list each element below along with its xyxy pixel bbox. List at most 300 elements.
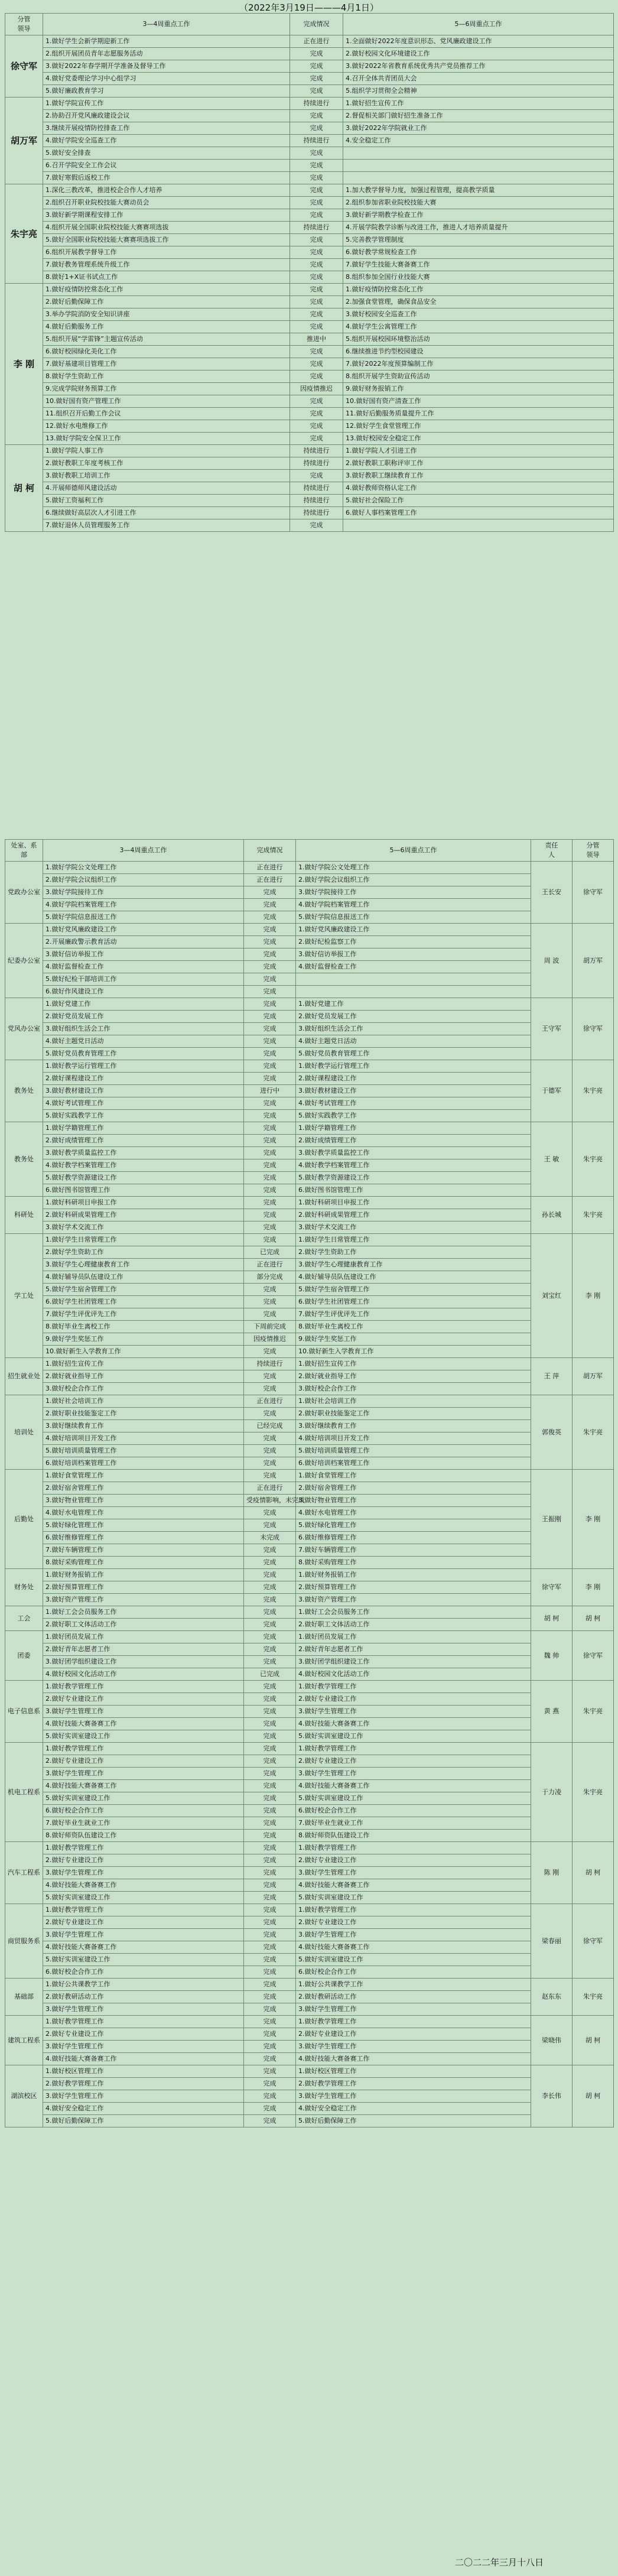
leader-work-row: [5, 495, 614, 507]
dept-work-56-item: 7.做好学生评优评先工作: [296, 1308, 531, 1321]
dept-work-56-item: 4.做好技能大赛备赛工作: [296, 1941, 531, 1954]
dept-work-34-item: 6.做好培训档案管理工作: [43, 1457, 244, 1470]
leader-work-row: [5, 60, 614, 73]
dept-work-34-item: 2.做好学生资助工作: [43, 1246, 244, 1259]
dept-work-56-item: 1.做好社会培训工作: [296, 1395, 531, 1408]
dept-work-row: [5, 1768, 614, 1780]
dept-work-34-item: 4.做好教学档案管理工作: [43, 1159, 244, 1172]
dept-work-34-item: 1.做好财务报销工作: [43, 1569, 244, 1581]
dept-work-56-item: [296, 973, 531, 986]
dept-work-34-item: 5.做好学院信息报送工作: [43, 911, 244, 924]
dept-work-34-item: 4.做好技能大赛备赛工作: [43, 1879, 244, 1892]
work-34-item: 13.做好学院安全保卫工作: [43, 433, 290, 445]
dept-work-34-item: 5.做好绿化管理工作: [43, 1519, 244, 1532]
dept-work-34-item: 3.做好物业管理工作: [43, 1495, 244, 1507]
dept-work-row: [5, 1147, 614, 1159]
dept-supervising-leader: 徐守军: [573, 998, 614, 1060]
dept-work-row: [5, 1991, 614, 2003]
dept-completion-status: 完成: [244, 1619, 296, 1631]
dept-work-row: [5, 2065, 614, 2078]
dept-work-56-item: 5.做好绿化管理工作: [296, 1519, 531, 1532]
responsible-person: 于力凌: [531, 1743, 573, 1842]
dept-completion-status: 完成: [244, 1159, 296, 1172]
work-56-item: 1.做好学院人才引进工作: [343, 445, 614, 457]
dept-work-34-item: 4.做好辅导员队伍建设工作: [43, 1271, 244, 1284]
dept-work-row: [5, 1594, 614, 1606]
work-34-item: 7.做好寒假后返校工作: [43, 172, 290, 184]
work-34-item: 9.完成学院财务预算工作: [43, 383, 290, 395]
completion-status: 持续进行: [290, 457, 343, 470]
responsible-person: 王守军: [531, 998, 573, 1060]
dept-completion-status: 完成: [244, 1817, 296, 1830]
dept-work-56-item: 2.做好党员发展工作: [296, 1011, 531, 1023]
work-34-item: 3.做好新学期课程安排工作: [43, 209, 290, 222]
dept-completion-status: 受疫情影响，未完成: [244, 1495, 296, 1507]
dept-supervising-leader: 李 刚: [573, 1569, 614, 1606]
dept-work-34-item: 1.做好教学管理工作: [43, 1743, 244, 1755]
dept-work-row: [5, 1308, 614, 1321]
work-34-item: 8.做好1+X证书试点工作: [43, 271, 290, 284]
work-56-item: [343, 160, 614, 172]
completion-status: 完成: [290, 160, 343, 172]
dept-work-row: [5, 1730, 614, 1743]
dept-work-34-item: 2.做好教学管理工作: [43, 2078, 244, 2090]
dept-work-56-item: 3.做好教材建设工作: [296, 1085, 531, 1097]
dept-work-row: [5, 1408, 614, 1420]
work-34-item: 3.继续开展疫情防控排查工作: [43, 122, 290, 135]
dept-work-34-item: 5.做好实训室建设工作: [43, 1792, 244, 1805]
dept-work-56-item: 2.做好课程建设工作: [296, 1073, 531, 1085]
dept-completion-status: 完成: [244, 1470, 296, 1482]
dept-work-row: [5, 1532, 614, 1544]
dept-completion-status: 完成: [244, 1457, 296, 1470]
work-56-item: 12.做好学生食堂管理工作: [343, 420, 614, 433]
dept-work-34-item: 2.做好党员发展工作: [43, 1011, 244, 1023]
departments-table: [5, 839, 614, 2127]
dept-work-56-item: 2.做好教学管理工作: [296, 2078, 531, 2090]
footer-date: 二〇二二年三月十八日: [455, 2557, 544, 2568]
leader-name: 李 刚: [5, 284, 43, 445]
dept-work-34-item: 2.做好预算管理工作: [43, 1581, 244, 1594]
dept-work-56-item: 5.做好后勤保障工作: [296, 2115, 531, 2127]
dept-work-34-item: 4.做好校园文化活动工作: [43, 1668, 244, 1681]
header-status: 完成情况: [290, 14, 343, 35]
dept-work-34-item: 4.做好安全稳定工作: [43, 2103, 244, 2115]
dept-completion-status: 完成: [244, 1222, 296, 1234]
dept-completion-status: 完成: [244, 1172, 296, 1184]
dept-completion-status: 完成: [244, 1284, 296, 1296]
dept-work-56-item: 5.做好实训室建设工作: [296, 1792, 531, 1805]
dept-completion-status: 完成: [244, 1011, 296, 1023]
dept-work-34-item: 7.做好毕业生就业工作: [43, 1817, 244, 1830]
header-dept-work-34: 3—4周重点工作: [43, 840, 244, 862]
dept-work-56-item: 3.做好学生管理工作: [296, 1867, 531, 1879]
dept-work-56-item: 8.做好师资队伍建设工作: [296, 1830, 531, 1842]
dept-completion-status: 完成: [244, 1370, 296, 1383]
header-work-34: 3—4周重点工作: [43, 14, 290, 35]
dept-work-56-item: 3.做好团学组织建设工作: [296, 1656, 531, 1668]
completion-status: 完成: [290, 147, 343, 160]
dept-work-row: [5, 1668, 614, 1681]
dept-work-56-item: 5.做好实践教学工作: [296, 1110, 531, 1122]
dept-work-row: [5, 936, 614, 948]
dept-work-row: [5, 1358, 614, 1370]
completion-status: 持续进行: [290, 445, 343, 457]
dept-work-56-item: 6.做好校企合作工作: [296, 1966, 531, 1979]
dept-work-56-item: 3.做好教学质量监控工作: [296, 1147, 531, 1159]
dept-work-row: [5, 1743, 614, 1755]
dept-work-34-item: 3.做好资产管理工作: [43, 1594, 244, 1606]
dept-work-row: [5, 1159, 614, 1172]
completion-status: 因疫情推迟: [290, 383, 343, 395]
work-56-item: [343, 147, 614, 160]
dept-work-56-item: 1.做好团员发展工作: [296, 1631, 531, 1643]
leader-work-row: [5, 308, 614, 321]
leader-work-row: [5, 371, 614, 383]
dept-work-34-item: 2.做好青年志愿者工作: [43, 1643, 244, 1656]
work-56-item: 2.做好教职工职称评审工作: [343, 457, 614, 470]
dept-work-34-item: 3.做好团学组织建设工作: [43, 1656, 244, 1668]
completion-status: 完成: [290, 172, 343, 184]
dept-work-34-item: 3.做好学生管理工作: [43, 2041, 244, 2053]
dept-work-34-item: 3.做好学术交流工作: [43, 1222, 244, 1234]
dept-completion-status: 完成: [244, 948, 296, 961]
dept-work-row: [5, 1557, 614, 1569]
leader-name: 朱宇亮: [5, 184, 43, 284]
leader-work-row: [5, 420, 614, 433]
dept-work-56-item: 2.做好职工文体活动工作: [296, 1619, 531, 1631]
leader-work-row: [5, 271, 614, 284]
dept-work-34-item: 5.做好党员教育管理工作: [43, 1048, 244, 1060]
dept-work-34-item: 5.做好实践教学工作: [43, 1110, 244, 1122]
dept-work-row: [5, 886, 614, 899]
dept-work-56-item: 5.做好学生宿舍管理工作: [296, 1284, 531, 1296]
dept-work-34-item: 5.做好纪检干部培训工作: [43, 973, 244, 986]
dept-completion-status: 完成: [244, 1606, 296, 1619]
dept-completion-status: 完成: [244, 1979, 296, 1991]
work-34-item: 1.做好疫情防控常态化工作: [43, 284, 290, 296]
dept-work-34-item: 5.做好学生宿舍管理工作: [43, 1284, 244, 1296]
dept-work-56-item: 2.做好专业建设工作: [296, 1755, 531, 1768]
dept-completion-status: 持续进行: [244, 1358, 296, 1370]
dept-work-34-item: 8.做好毕业生离校工作: [43, 1321, 244, 1333]
work-34-item: 6.召开学院安全工作会议: [43, 160, 290, 172]
dept-completion-status: 完成: [244, 1842, 296, 1854]
dept-work-56-item: 1.做好校区管理工作: [296, 2065, 531, 2078]
dept-name: 招生就业处: [5, 1358, 43, 1395]
dept-work-56-item: 2.做好学生资助工作: [296, 1246, 531, 1259]
dept-work-row: [5, 1432, 614, 1445]
dept-completion-status: 未完成: [244, 1532, 296, 1544]
work-34-item: 1.做好学院宣传工作: [43, 98, 290, 110]
dept-supervising-leader: 李 刚: [573, 1470, 614, 1569]
dept-work-34-item: 1.做好教学运行管理工作: [43, 1060, 244, 1073]
dept-work-56-item: 8.做好毕业生离校工作: [296, 1321, 531, 1333]
dept-work-56-item: 4.做好考试管理工作: [296, 1097, 531, 1110]
dept-completion-status: 完成: [244, 1557, 296, 1569]
leaders-header-row: [5, 14, 614, 35]
work-56-item: 1.做好疫情防控常态化工作: [343, 284, 614, 296]
completion-status: 完成: [290, 358, 343, 371]
header-dept: 处室、系 部: [5, 840, 43, 862]
dept-work-row: [5, 1023, 614, 1035]
leader-work-row: [5, 358, 614, 371]
dept-name: 党政办公室: [5, 862, 43, 924]
dept-completion-status: 完成: [244, 1681, 296, 1693]
dept-completion-status: 完成: [244, 1805, 296, 1817]
dept-work-34-item: 3.做好组织生活会工作: [43, 1023, 244, 1035]
dept-completion-status: 完成: [244, 1296, 296, 1308]
dept-work-34-item: 5.做好实训室建设工作: [43, 1892, 244, 1904]
work-34-item: 2.做好后勤保障工作: [43, 296, 290, 308]
completion-status: 完成: [290, 234, 343, 246]
dept-work-56-item: 2.做好专业建设工作: [296, 1693, 531, 1706]
dept-work-34-item: 2.做好专业建设工作: [43, 1854, 244, 1867]
work-56-item: 3.做好2022年学院就业工作: [343, 122, 614, 135]
dept-work-row: [5, 1706, 614, 1718]
dept-completion-status: 完成: [244, 1408, 296, 1420]
dept-work-56-item: 4.做好教学档案管理工作: [296, 1159, 531, 1172]
dept-supervising-leader: 胡万军: [573, 1358, 614, 1395]
dept-work-56-item: 8.做好采购管理工作: [296, 1557, 531, 1569]
dept-work-row: [5, 1346, 614, 1358]
dept-completion-status: 完成: [244, 1743, 296, 1755]
dept-completion-status: 完成: [244, 1656, 296, 1668]
dept-work-34-item: 4.做好技能大赛备赛工作: [43, 1780, 244, 1792]
dept-name: 建筑工程系: [5, 2016, 43, 2065]
responsible-person: 孙长城: [531, 1197, 573, 1234]
dept-completion-status: 完成: [244, 1879, 296, 1892]
dept-work-row: [5, 1097, 614, 1110]
responsible-person: 李长伟: [531, 2065, 573, 2127]
dept-work-34-item: 5.做好实训室建设工作: [43, 1730, 244, 1743]
work-56-item: 4.安全稳定工作: [343, 135, 614, 147]
dept-work-34-item: 3.做好学生管理工作: [43, 1706, 244, 1718]
work-56-item: 9.做好财务报销工作: [343, 383, 614, 395]
dept-work-row: [5, 1817, 614, 1830]
dept-work-34-item: 2.做好学院会议组织工作: [43, 874, 244, 886]
dept-work-34-item: 2.做好专业建设工作: [43, 2028, 244, 2041]
dept-work-34-item: 1.做好教学管理工作: [43, 1681, 244, 1693]
dept-supervising-leader: 朱宇亮: [573, 1060, 614, 1122]
dept-work-row: [5, 1135, 614, 1147]
work-34-item: 3.做好2022年春学期开学准备及督导工作: [43, 60, 290, 73]
dept-completion-status: 完成: [244, 924, 296, 936]
dept-completion-status: 已完成: [244, 1668, 296, 1681]
completion-status: 完成: [290, 85, 343, 98]
dept-work-row: [5, 1222, 614, 1234]
dept-work-56-item: 1.做好学生日常管理工作: [296, 1234, 531, 1246]
dept-work-row: [5, 2053, 614, 2065]
dept-supervising-leader: 徐守军: [573, 862, 614, 924]
dept-work-34-item: 2.做好宿舍管理工作: [43, 1482, 244, 1495]
completion-status: 完成: [290, 209, 343, 222]
dept-completion-status: 完成: [244, 1966, 296, 1979]
dept-work-row: [5, 1581, 614, 1594]
dept-work-34-item: 7.做好车辆管理工作: [43, 1544, 244, 1557]
completion-status: 完成: [290, 271, 343, 284]
dept-work-34-item: 8.做好师资队伍建设工作: [43, 1830, 244, 1842]
responsible-person: 王振刚: [531, 1470, 573, 1569]
dept-work-34-item: 2.做好就业指导工作: [43, 1370, 244, 1383]
leader-work-row: [5, 321, 614, 333]
dept-work-56-item: 6.做好维修管理工作: [296, 1532, 531, 1544]
dept-work-row: [5, 1643, 614, 1656]
leader-work-row: [5, 519, 614, 532]
work-34-item: 4.开展师德师风建设活动: [43, 482, 290, 495]
dept-work-row: [5, 1271, 614, 1284]
header-dept-status: 完成情况: [244, 840, 296, 862]
dept-supervising-leader: 胡 柯: [573, 2016, 614, 2065]
dept-work-row: [5, 1246, 614, 1259]
work-34-item: 4.做好学院安全巡查工作: [43, 135, 290, 147]
work-56-item: 4.做好学生公寓管理工作: [343, 321, 614, 333]
dept-completion-status: 完成: [244, 1929, 296, 1941]
work-34-item: 2.做好教职工年度考核工作: [43, 457, 290, 470]
work-34-item: 6.组织开展教学督导工作: [43, 246, 290, 259]
dept-work-56-item: 1.做好学院公文处理工作: [296, 862, 531, 874]
dept-work-56-item: 3.做好学生管理工作: [296, 1929, 531, 1941]
dept-supervising-leader: 朱宇亮: [573, 1395, 614, 1470]
dept-completion-status: 部分完成: [244, 1271, 296, 1284]
dept-completion-status: 完成: [244, 2115, 296, 2127]
work-56-item: 2.组织参加省职业院校技能大赛: [343, 197, 614, 209]
completion-status: 完成: [290, 371, 343, 383]
work-34-item: 5.做好工资福利工作: [43, 495, 290, 507]
dept-supervising-leader: 胡 柯: [573, 2065, 614, 2127]
dept-supervising-leader: 胡 柯: [573, 1842, 614, 1904]
dept-work-34-item: 6.做好学生社团管理工作: [43, 1296, 244, 1308]
dept-work-56-item: 3.做好组织生活会工作: [296, 1023, 531, 1035]
work-34-item: 7.做好教务管理系统升级工作: [43, 259, 290, 271]
dept-completion-status: 完成: [244, 911, 296, 924]
dept-work-34-item: 6.做好校企合作工作: [43, 1805, 244, 1817]
dept-work-row: [5, 1879, 614, 1892]
leader-work-row: [5, 234, 614, 246]
dept-work-56-item: 1.做好学籍管理工作: [296, 1122, 531, 1135]
work-34-item: 2.协助召开党风廉政建设会议: [43, 110, 290, 122]
dept-name: 湖滨校区: [5, 2065, 43, 2127]
responsible-person: 周 波: [531, 924, 573, 998]
dept-completion-status: 完成: [244, 1631, 296, 1643]
dept-work-row: [5, 1941, 614, 1954]
dept-completion-status: 完成: [244, 973, 296, 986]
dept-completion-status: 完成: [244, 998, 296, 1011]
dept-work-56-item: 2.做好科研成果管理工作: [296, 1209, 531, 1222]
work-56-item: 6.做好教学常规检查工作: [343, 246, 614, 259]
work-34-item: 5.做好全国职业院校技能大赛赛项选拔工作: [43, 234, 290, 246]
dept-work-row: [5, 1792, 614, 1805]
leader-work-row: [5, 85, 614, 98]
dept-work-56-item: 1.做好食堂管理工作: [296, 1470, 531, 1482]
dept-work-56-item: 4.做好辅导员队伍建设工作: [296, 1271, 531, 1284]
dept-work-row: [5, 1606, 614, 1619]
dept-work-34-item: 1.做好校区管理工作: [43, 2065, 244, 2078]
responsible-person: 刘宝红: [531, 1234, 573, 1358]
dept-work-56-item: 4.做好技能大赛备赛工作: [296, 2053, 531, 2065]
dept-work-34-item: 5.做好教学资源建设工作: [43, 1172, 244, 1184]
dept-completion-status: 完成: [244, 2065, 296, 2078]
dept-completion-status: 完成: [244, 2016, 296, 2028]
leader-work-row: [5, 470, 614, 482]
dept-work-56-item: 6.做好图书馆管理工作: [296, 1184, 531, 1197]
dept-name: 基础部: [5, 1979, 43, 2016]
dept-work-34-item: 1.做好食堂管理工作: [43, 1470, 244, 1482]
dept-work-34-item: 1.做好科研项目申报工作: [43, 1197, 244, 1209]
dept-work-56-item: 2.做好专业建设工作: [296, 2028, 531, 2041]
work-56-item: 7.做好2022年度预算编制工作: [343, 358, 614, 371]
work-34-item: 1.做好学生会新学期迎新工作: [43, 35, 290, 48]
leader-work-row: [5, 445, 614, 457]
work-34-item: 3.举办学院消防安全知识讲座: [43, 308, 290, 321]
dept-work-row: [5, 1122, 614, 1135]
dept-work-56-item: 3.做好物业管理工作: [296, 1495, 531, 1507]
responsible-person: 于德军: [531, 1060, 573, 1122]
dept-completion-status: 完成: [244, 1135, 296, 1147]
dept-work-row: [5, 2041, 614, 2053]
dept-work-row: [5, 1197, 614, 1209]
dept-supervising-leader: 胡 柯: [573, 1606, 614, 1631]
leader-work-row: [5, 296, 614, 308]
dept-work-34-item: 1.做好学籍管理工作: [43, 1122, 244, 1135]
dept-work-row: [5, 973, 614, 986]
dept-completion-status: 已完成: [244, 1246, 296, 1259]
dept-work-row: [5, 1507, 614, 1519]
dept-work-34-item: 8.做好采购管理工作: [43, 1557, 244, 1569]
dept-work-row: [5, 1780, 614, 1792]
dept-work-34-item: 7.做好学生评优评先工作: [43, 1308, 244, 1321]
dept-name: 财务处: [5, 1569, 43, 1606]
leader-name: 徐守军: [5, 35, 43, 98]
completion-status: 完成: [290, 420, 343, 433]
dept-completion-status: 完成: [244, 1544, 296, 1557]
dept-work-56-item: 5.做好学院信息报送工作: [296, 911, 531, 924]
dept-completion-status: 完成: [244, 2053, 296, 2065]
work-56-item: 8.组织参加全国行业技能大赛: [343, 271, 614, 284]
dept-work-34-item: 2.开展廉政警示教育活动: [43, 936, 244, 948]
dept-work-34-item: 1.做好党风廉政建设工作: [43, 924, 244, 936]
work-56-item: 1.全面做好2022年度意识形态、党风廉政建设工作: [343, 35, 614, 48]
leader-work-row: [5, 507, 614, 519]
dept-work-34-item: 4.做好技能大赛备赛工作: [43, 1941, 244, 1954]
dept-completion-status: 正在进行: [244, 862, 296, 874]
dept-work-34-item: 4.做好技能大赛备赛工作: [43, 1718, 244, 1730]
dept-work-row: [5, 1395, 614, 1408]
leader-work-row: [5, 48, 614, 60]
leader-work-row: [5, 160, 614, 172]
dept-work-56-item: 7.做好车辆管理工作: [296, 1544, 531, 1557]
completion-status: 完成: [290, 73, 343, 85]
dept-supervising-leader: 李 刚: [573, 1234, 614, 1358]
dept-work-56-item: 5.做好实训室建设工作: [296, 1892, 531, 1904]
dept-completion-status: 下周前完成: [244, 1321, 296, 1333]
dept-work-row: [5, 1035, 614, 1048]
dept-work-34-item: 3.做好信访举报工作: [43, 948, 244, 961]
dept-work-34-item: 6.做好校企合作工作: [43, 1966, 244, 1979]
dept-work-56-item: [296, 986, 531, 998]
dept-work-row: [5, 1842, 614, 1854]
dept-completion-status: 完成: [244, 1023, 296, 1035]
work-56-item: [343, 172, 614, 184]
dept-work-56-item: 1.做好党建工作: [296, 998, 531, 1011]
dept-work-row: [5, 2103, 614, 2115]
dept-completion-status: 完成: [244, 2041, 296, 2053]
dept-completion-status: 完成: [244, 1383, 296, 1395]
dept-work-34-item: 4.做好学院档案管理工作: [43, 899, 244, 911]
dept-completion-status: 完成: [244, 986, 296, 998]
dept-work-56-item: 2.做好成绩管理工作: [296, 1135, 531, 1147]
dept-name: 商贸服务系: [5, 1904, 43, 1979]
